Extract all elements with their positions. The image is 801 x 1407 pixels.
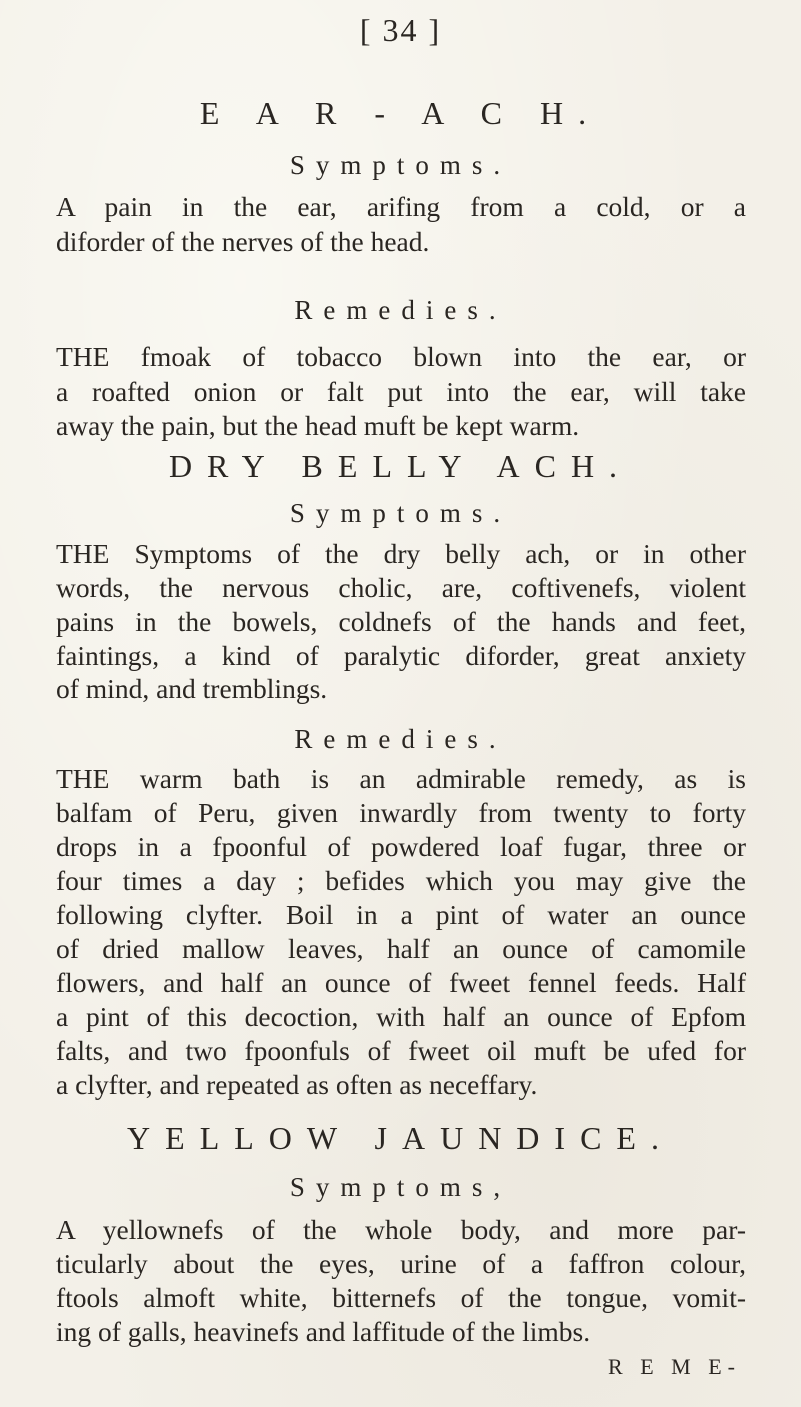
symptoms-heading: Symptoms.	[289, 150, 512, 180]
text-line: of mind, and tremblings.	[56, 673, 328, 704]
text-line: of dried mallow leaves, half an ounce of camomile	[56, 933, 746, 964]
text-line: words, the nervous cholic, are, coftivenefs, violent	[56, 572, 746, 603]
section-title-yellow-jaundice: YELLOW JAUNDICE.	[127, 1120, 674, 1156]
text-line: faintings, a kind of paralytic diforder, great anxiety	[56, 640, 746, 671]
text-line: flowers, and half an ounce of fweet fennel feeds. Half	[56, 967, 746, 998]
text-line: THE fmoak of tobacco blown into the ear, or	[56, 341, 746, 372]
text-line: ing of galls, heavinefs and laffitude of the limbs.	[56, 1316, 591, 1347]
page-header: [ 34 ]	[359, 12, 442, 48]
text-line: diforder of the nerves of the head.	[56, 226, 430, 257]
section-title-ear-ach: E A R - A C H.	[199, 95, 602, 131]
text-line: THE Symptoms of the dry belly ach, or in other	[56, 538, 746, 569]
text-line: balfam of Peru, given inwardly from twenty to forty	[56, 797, 746, 828]
section-title-dry-belly-ach: DRY BELLY ACH.	[168, 448, 633, 484]
text-line: ftools almoft white, bitternefs of the tongue, vomit-	[56, 1282, 746, 1313]
text-line: falts, and two fpoonfuls of fweet oil muft be ufed for	[56, 1035, 746, 1066]
text-line: a pint of this decoction, with half an ounce of Epfom	[56, 1001, 746, 1032]
text-line: drops in a fpoonful of powdered loaf fugar, three or	[56, 831, 746, 862]
symptoms-heading: Symptoms,	[289, 1172, 512, 1202]
text-line: pains in the bowels, coldnefs of the hands and feet,	[56, 606, 746, 637]
remedies-heading: Remedies.	[294, 295, 507, 325]
catchword: R E M E-	[608, 1354, 741, 1379]
text-line: THE warm bath is an admirable remedy, as is	[56, 763, 746, 794]
text-line: A yellownefs of the whole body, and more par-	[56, 1214, 746, 1245]
text-line: A pain in the ear, arifing from a cold, or a	[56, 191, 746, 222]
text-line: a clyfter, and repeated as often as neceffary.	[56, 1069, 538, 1100]
symptoms-heading: Symptoms.	[289, 498, 512, 528]
text-line: following clyfter. Boil in a pint of water an ounce	[56, 899, 746, 930]
text-line: four times a day ; befides which you may give the	[56, 865, 746, 896]
text-line: away the pain, but the head muft be kept warm.	[56, 410, 580, 441]
text-line: a roafted onion or falt put into the ear, will take	[56, 376, 746, 407]
text-line: ticularly about the eyes, urine of a faffron colour,	[56, 1248, 746, 1279]
remedies-heading: Remedies.	[294, 724, 507, 754]
